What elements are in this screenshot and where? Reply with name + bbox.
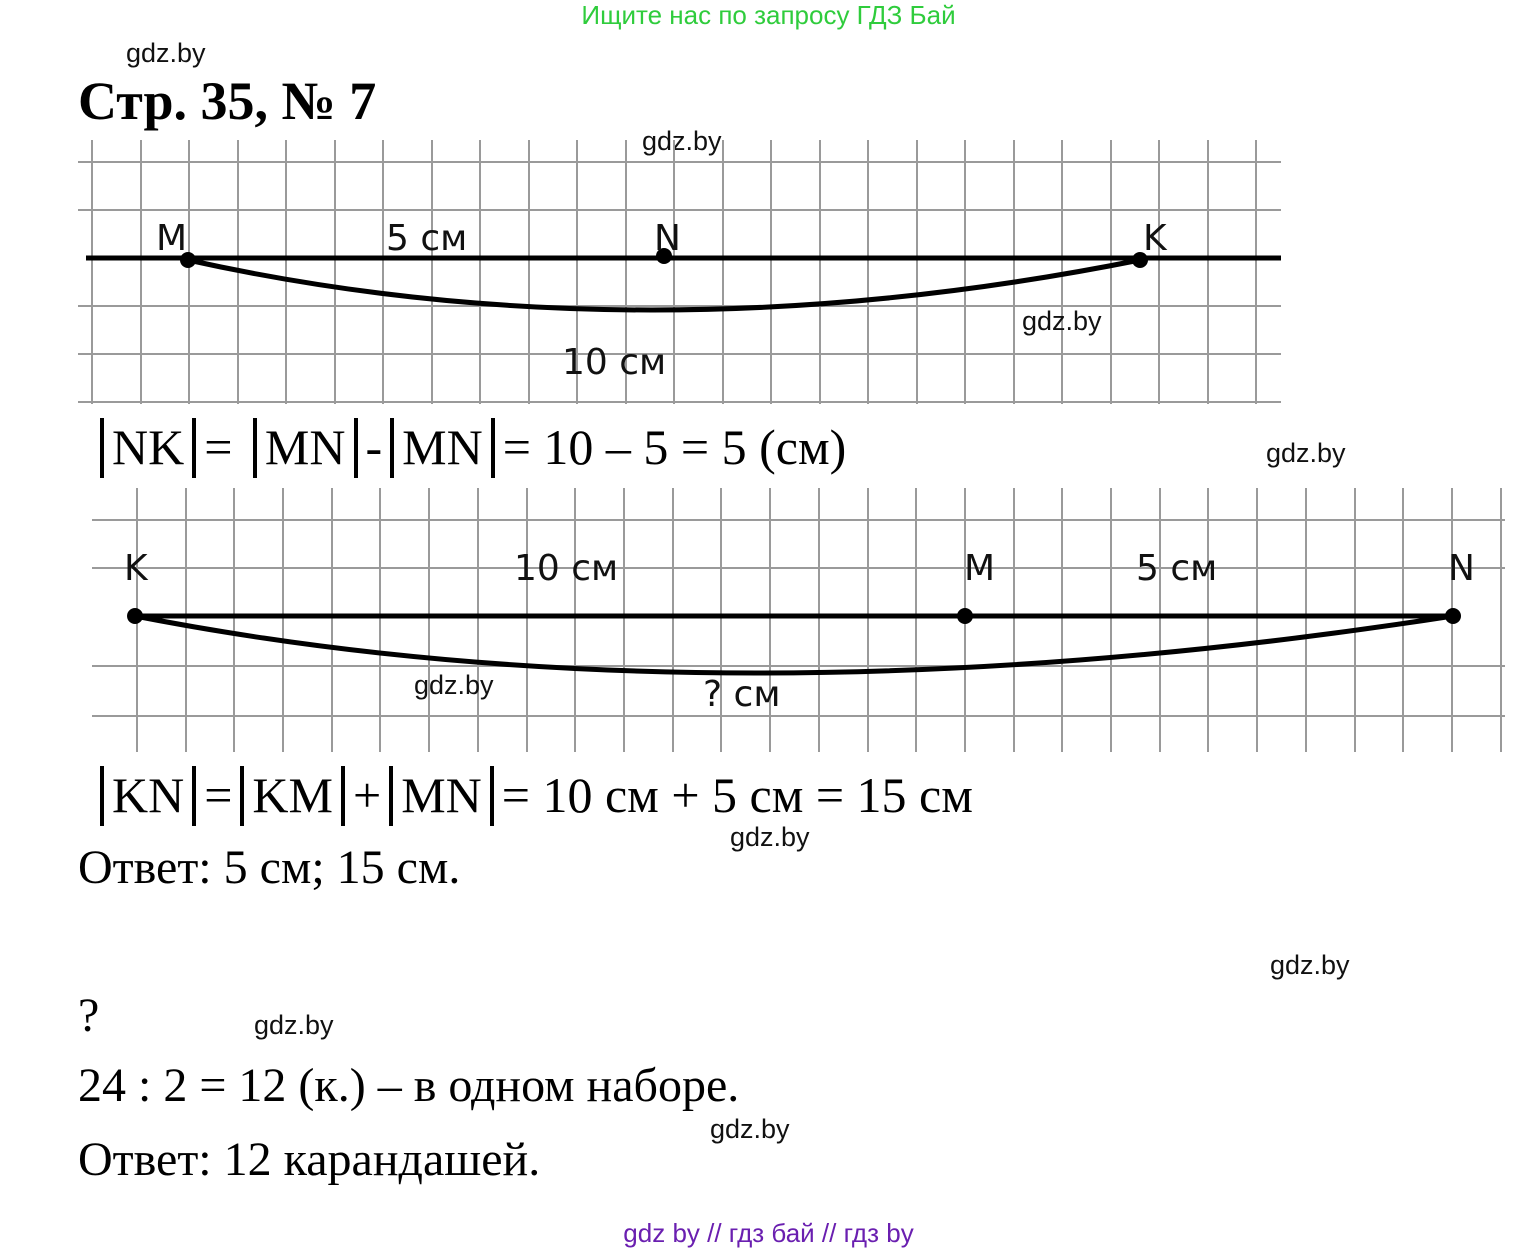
watermark: gdz.by [126,38,206,68]
answer-pencils: Ответ: 12 карандашей. [78,1133,541,1186]
eq2-equals: = [204,767,233,823]
abs-bar [240,766,244,826]
label-point-k: K [124,548,148,589]
watermark: gdz.by [710,1114,790,1144]
point-n [1445,608,1461,624]
eq2-kn: KN [112,767,185,823]
calculation: 24 : 2 = 12 (к.) – в одном наборе. [78,1059,740,1112]
eq2-plus: + [353,767,382,823]
abs-bar [192,766,196,826]
label-mn-length: 5 см [1136,548,1218,589]
label-point-k: K [1143,218,1167,259]
label-point-m: M [156,218,188,259]
watermark: gdz.by [254,1010,334,1040]
top-banner[interactable]: Ищите нас по запросу ГДЗ Бай [581,0,956,30]
abs-bar [389,766,393,826]
label-mk-length: 10 см [562,342,667,383]
equation-kn [92,766,973,826]
label-point-n: N [654,218,681,259]
point-k [127,608,143,624]
watermark: gdz.by [642,126,722,156]
label-point-m: M [964,548,996,589]
eq1-equals: = [204,419,233,475]
answer-segments: Ответ: 5 см; 15 см. [78,841,461,894]
page-title: Стр. 35, № 7 [78,71,377,131]
abs-bar [341,766,345,826]
label-km-length: 10 см [514,548,619,589]
point-m [957,608,973,624]
eq1-nk: NK [112,419,185,475]
footer-links[interactable]: gdz by // гдз бай // гдз by [623,1218,914,1248]
eq1-mn: MN [264,419,346,475]
eq1-result: = 10 – 5 = 5 (см) [502,419,847,475]
label-kn-length: ? см [703,674,781,715]
eq2-km: KM [252,767,333,823]
abs-bar [490,766,494,826]
label-mn-length: 5 см [386,218,468,259]
question-mark: ? [78,989,100,1042]
eq2-mn: MN [401,767,482,823]
eq2-result: = 10 см + 5 см = 15 см [501,767,973,823]
eq1-minus: - [365,419,383,475]
eq1-mn-2: MN [402,419,483,475]
watermark: gdz.by [414,670,494,700]
watermark: gdz.by [1266,438,1346,468]
watermark: gdz.by [1270,950,1350,980]
abs-bar [100,766,104,826]
label-point-n: N [1448,548,1475,589]
watermark: gdz.by [730,822,810,852]
watermark: gdz.by [1022,306,1102,336]
